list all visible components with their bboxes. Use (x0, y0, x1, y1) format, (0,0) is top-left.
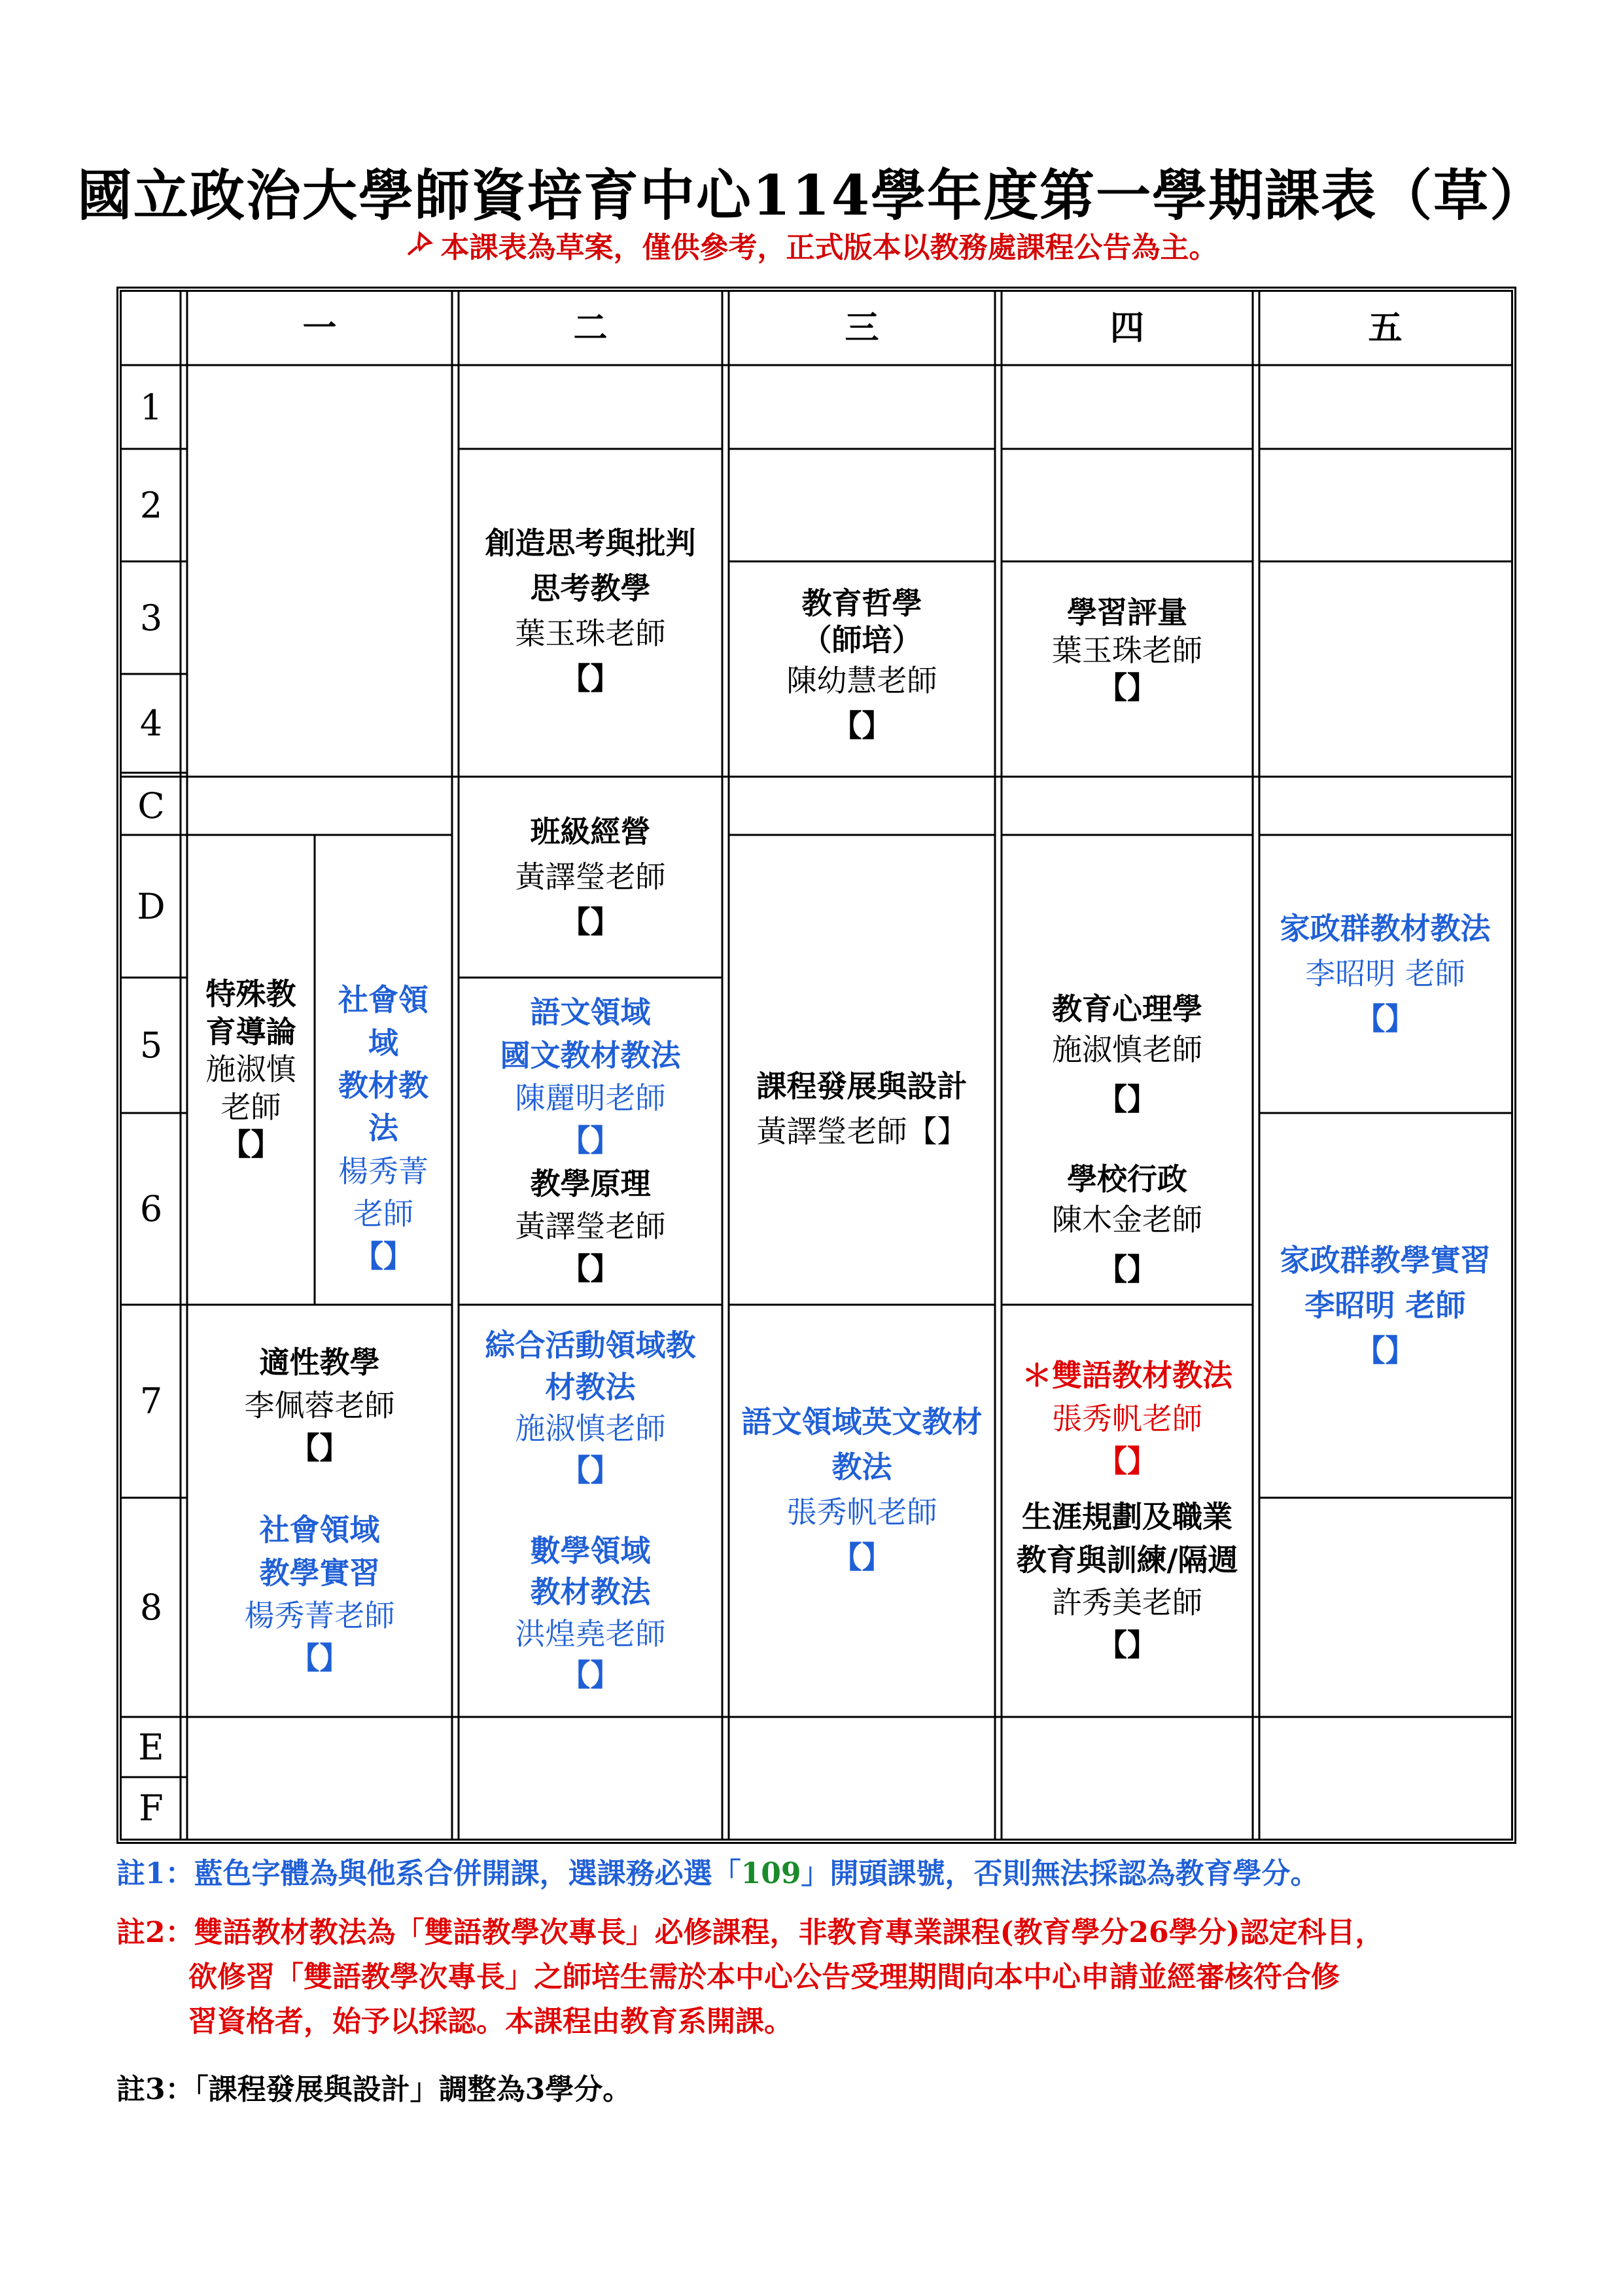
course-social-studies-method (315, 835, 452, 1305)
note-3: 註3：「課程發展與設計」調整為3學分。 (116, 2073, 632, 2106)
course-code-bracket: 【】 (1097, 1252, 1157, 1288)
course-name: 教育哲學 (801, 586, 922, 622)
teacher-name: 李昭明 老師 (1305, 956, 1465, 991)
day-header-wed: 三 (845, 308, 879, 348)
teacher-name: 老師 (353, 1195, 413, 1231)
course-code-bracket: 【】 (560, 1123, 621, 1159)
course-name: 家政群教材教法 (1280, 911, 1491, 946)
period-label: E (138, 1726, 164, 1768)
teacher-name: 陳幼慧老師 (786, 662, 937, 698)
course-name: 學校行政 (1067, 1161, 1187, 1197)
period-label: 8 (139, 1587, 163, 1628)
period-label: 4 (139, 703, 163, 744)
teacher-name: 葉玉珠老師 (515, 615, 666, 651)
course-code-bracket: 【】 (831, 1540, 892, 1575)
course-name: 課程發展與設計 (756, 1069, 968, 1104)
course-name: （師培） (801, 622, 922, 658)
teacher-name: 許秀美老師 (1052, 1584, 1202, 1620)
course-name: 適性教學 (259, 1345, 380, 1381)
course-name: 數學領域 (530, 1533, 651, 1568)
teacher-name: 黃譯瑩老師 (515, 859, 666, 894)
teacher-name: 葉玉珠老師 (1052, 632, 1202, 668)
note-1 (116, 1852, 1319, 1896)
course-code-bracket: 【】 (831, 707, 892, 743)
course-class-management (459, 777, 722, 978)
course-curriculum-design (729, 835, 995, 1305)
period-label: D (137, 885, 166, 927)
course-name: 育導論 (205, 1014, 296, 1050)
teacher-name: 陳麗明老師 (515, 1080, 666, 1116)
teacher-name: 洪煌堯老師 (515, 1616, 666, 1651)
teacher-name: 黃譯瑩老師【】 (756, 1114, 968, 1149)
course-name: 域 (368, 1025, 398, 1061)
course-code-bracket: 【】 (560, 1452, 621, 1488)
course-name: 思考教學 (530, 570, 651, 606)
course-name: 社會領域 (259, 1512, 380, 1548)
period-label: 1 (139, 386, 163, 428)
course-name: ＊雙語教材教法 (1022, 1358, 1232, 1394)
day-header-mon: 一 (302, 308, 337, 348)
course-code-bracket: 【】 (289, 1640, 350, 1676)
teacher-name: 陳木金老師 (1052, 1202, 1202, 1238)
day-header-tue: 二 (573, 308, 608, 348)
course-english-method (729, 1305, 995, 1717)
period-label: C (137, 785, 165, 826)
course-group-tue-56 (459, 978, 722, 1305)
course-name: 社會領 (338, 982, 428, 1018)
course-name: 材教法 (545, 1369, 636, 1405)
course-name: 教材教法 (530, 1574, 651, 1610)
course-code-bracket: 【】 (220, 1127, 281, 1163)
teacher-name: 施淑慎老師 (515, 1411, 666, 1447)
course-name: 家政群教學實習 (1280, 1242, 1491, 1278)
teacher-name: 施淑慎 (205, 1051, 296, 1087)
course-code-bracket: 【】 (353, 1239, 413, 1275)
course-code-bracket: 【】 (560, 660, 621, 696)
course-name: 國文教材教法 (500, 1037, 681, 1073)
course-name: 學習評量 (1067, 595, 1187, 630)
course-name: 語文領域英文教材 (741, 1404, 983, 1439)
course-name: 教法 (831, 1449, 892, 1485)
course-name: 特殊教 (205, 976, 296, 1012)
course-code-bracket: 【】 (1097, 1627, 1157, 1663)
teacher-name: 黃譯瑩老師 (515, 1208, 666, 1244)
period-label: 7 (139, 1381, 163, 1422)
course-name: 教學實習 (259, 1555, 380, 1591)
course-name: 生涯規劃及職業 (1022, 1499, 1232, 1535)
course-name: 教育與訓練/隔週 (1016, 1542, 1238, 1578)
note-text: 註1：藍色字體為與他系合併開課，選課務必選「 (116, 1857, 741, 1890)
course-name: 班級經營 (530, 814, 651, 849)
period-label: F (139, 1787, 164, 1829)
note-text: 」開頭課號，否則無法採認為教育學分。 (801, 1857, 1319, 1890)
course-group-thu-78 (1002, 1305, 1253, 1717)
course-code-bracket: 【】 (1355, 1332, 1416, 1368)
course-code-bracket: 【】 (560, 904, 621, 940)
timetable (116, 287, 1516, 1844)
course-code-bracket: 【】 (560, 1251, 621, 1287)
period-label: 2 (139, 484, 163, 526)
course-name: 教材教 (338, 1068, 428, 1104)
day-header-fri: 五 (1368, 308, 1403, 348)
course-creative-thinking (459, 449, 722, 773)
note-2 (116, 1911, 1384, 2045)
teacher-name: 楊秀菁 (338, 1153, 428, 1189)
teacher-name: 老師 (220, 1089, 281, 1125)
course-code-bracket: 【】 (1097, 1443, 1157, 1479)
course-home-economics-method (1259, 835, 1511, 1113)
note-text: 註2：雙語教材教法為「雙語教學次專長」必修課程，非教育專業課程(教育學分26學分)認定科目， (116, 1916, 1384, 1949)
teacher-name: 楊秀菁老師 (244, 1597, 395, 1633)
teacher-name: 張秀帆老師 (1052, 1400, 1202, 1436)
note-text: 習資格者，始予以採認。本課程由教育系開課。 (188, 2005, 793, 2039)
course-home-economics-practice (1259, 1113, 1511, 1498)
course-name: 綜合活動領域教 (485, 1328, 696, 1364)
pushpin-icon (406, 231, 434, 264)
course-code-bracket: 【】 (1355, 1001, 1416, 1036)
course-name: 教育心理學 (1052, 991, 1202, 1027)
course-education-philosophy (729, 561, 995, 773)
draft-notice (0, 224, 1623, 266)
draft-notice-text: 本課表為草案，僅供參考，正式版本以教務處課程公告為主。 (440, 231, 1218, 264)
note-text: 欲修習「雙語教學次專長」之師培生需於本中心公告受理期間向本中心申請並經審核符合修 (188, 1960, 1340, 1994)
teacher-name: 張秀帆老師 (786, 1494, 937, 1530)
period-label: 6 (139, 1188, 163, 1229)
teacher-name: 施淑慎老師 (1052, 1032, 1202, 1068)
course-code-bracket: 【】 (1097, 1082, 1157, 1118)
period-label: 3 (139, 597, 163, 639)
course-group-mon-78 (187, 1305, 452, 1717)
course-name: 教學原理 (530, 1165, 651, 1201)
course-name: 創造思考與批判 (485, 525, 696, 561)
course-group-thu-56 (1002, 835, 1253, 1305)
course-code-prefix: 109 (741, 1857, 801, 1890)
course-name: 語文領域 (530, 995, 651, 1031)
course-code-bracket: 【】 (289, 1430, 350, 1466)
course-name: 法 (368, 1110, 398, 1146)
course-code-bracket: 【】 (560, 1657, 621, 1693)
teacher-name: 李佩蓉老師 (244, 1387, 395, 1423)
course-group-tue-78 (459, 1305, 722, 1717)
page-title: 國立政治大學師資培育中心114學年度第一學期課表（草） (77, 163, 1546, 228)
course-code-bracket: 【】 (1097, 670, 1157, 705)
course-special-education (187, 835, 315, 1305)
day-header-thu: 四 (1109, 308, 1144, 348)
teacher-name: 李昭明 老師 (1304, 1287, 1466, 1323)
course-learning-assessment (1002, 561, 1253, 773)
period-label: 5 (139, 1025, 163, 1066)
